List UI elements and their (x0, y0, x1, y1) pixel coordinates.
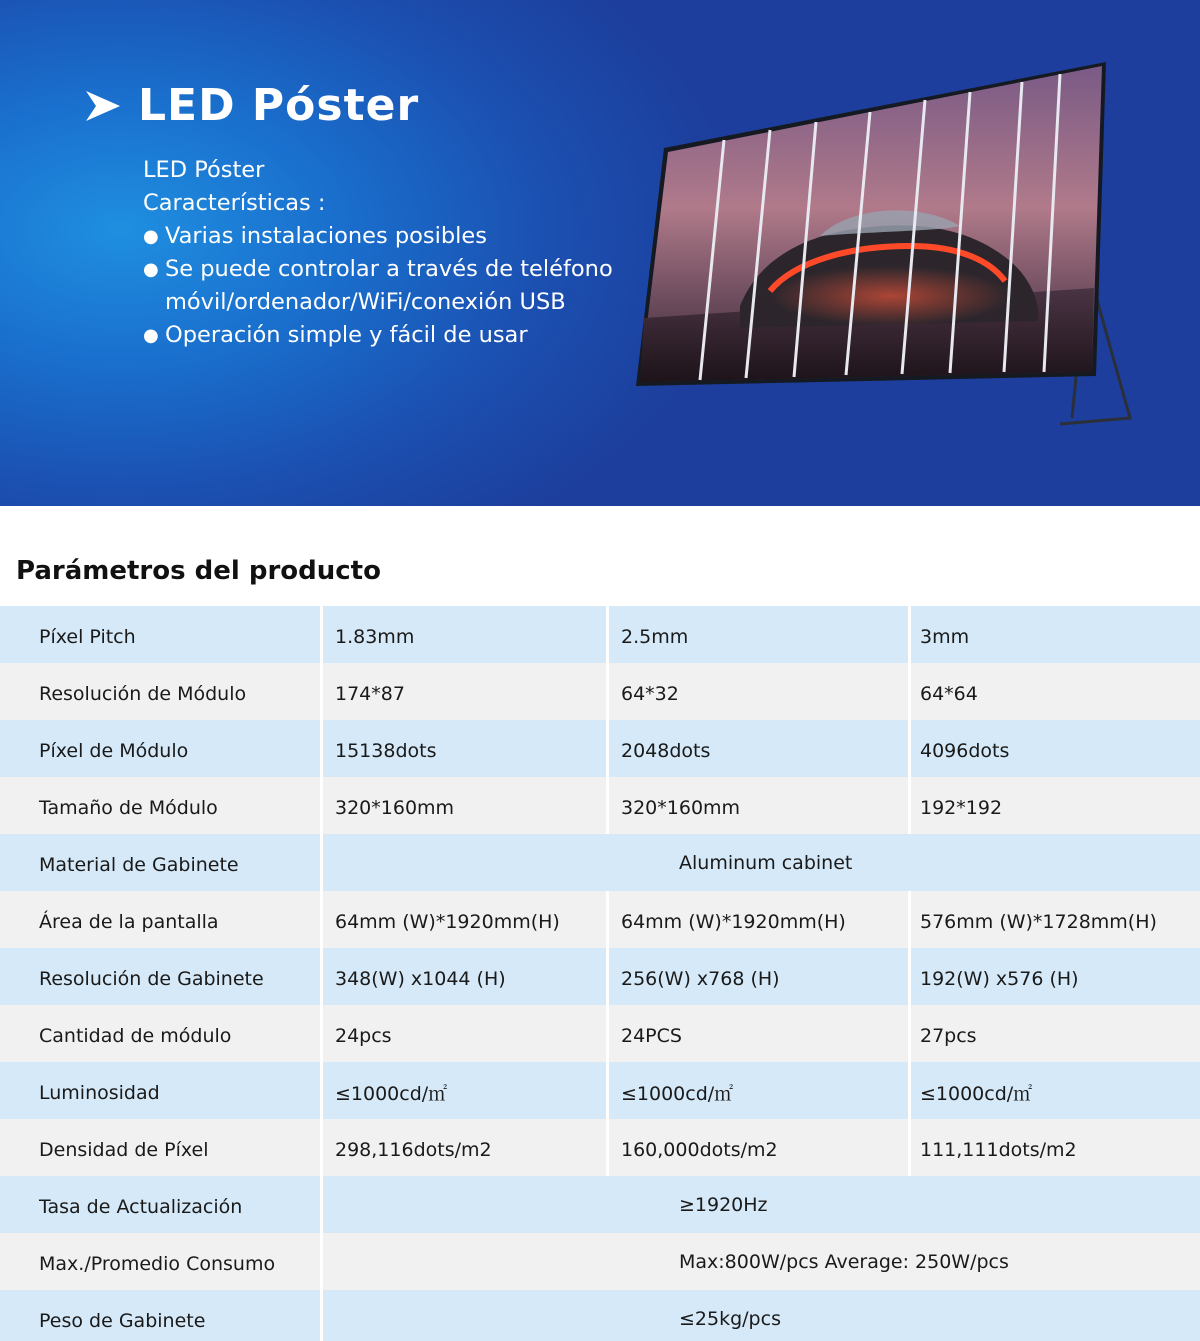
feature-text: Se puede controlar a través de teléfono (165, 256, 613, 282)
table-row (0, 1005, 1200, 1062)
param-value: 160,000dots/m2 (609, 1119, 911, 1176)
table-row (0, 1290, 1200, 1341)
param-value: 320*160mm (609, 777, 911, 834)
table-row (0, 1119, 1200, 1176)
bullet-icon: ● (143, 226, 159, 247)
param-value: ≤1000cd/㎡ (911, 1062, 1200, 1119)
param-value-merged: Max:800W/pcs Average: 250W/pcs (323, 1233, 1200, 1290)
arrow-right-icon (84, 89, 122, 123)
param-label: Resolución de Módulo (0, 663, 323, 720)
param-value: 64mm (W)*1920mm(H) (609, 891, 911, 948)
param-label: Peso de Gabinete (0, 1290, 323, 1341)
param-value: 576mm (W)*1728mm(H) (911, 891, 1200, 948)
feature-list (143, 154, 613, 352)
table-row (0, 891, 1200, 948)
bullet-icon: ● (143, 325, 159, 346)
param-value: 320*160mm (323, 777, 609, 834)
table-row (0, 834, 1200, 891)
param-value: 64*32 (609, 663, 911, 720)
feature-text: Varias instalaciones posibles (165, 223, 487, 249)
param-value: ≤1000cd/㎡ (323, 1062, 609, 1119)
param-value: 192*192 (911, 777, 1200, 834)
param-value: 174*87 (323, 663, 609, 720)
param-value-merged: ≥1920Hz (323, 1176, 1200, 1233)
param-value: 192(W) x576 (H) (911, 948, 1200, 1005)
param-label: Área de la pantalla (0, 891, 323, 948)
feature-text: Operación simple y fácil de usar (165, 322, 528, 348)
param-label: Cantidad de módulo (0, 1005, 323, 1062)
param-value: 3mm (911, 606, 1200, 663)
param-label: Tasa de Actualización (0, 1176, 323, 1233)
table-row (0, 777, 1200, 834)
bullet-icon: ● (143, 259, 159, 280)
param-value: 24pcs (323, 1005, 609, 1062)
table-row (0, 1176, 1200, 1233)
param-value: 27pcs (911, 1005, 1200, 1062)
param-value-merged: ≤25kg/pcs (323, 1290, 1200, 1341)
led-poster-product-image (620, 56, 1150, 446)
banner-title (84, 78, 419, 134)
feature-text-continuation: móvil/ordenador/WiFi/conexión USB (165, 289, 566, 315)
param-label: Max./Promedio Consumo (0, 1233, 323, 1290)
param-value: 2.5mm (609, 606, 911, 663)
param-value: 111,111dots/m2 (911, 1119, 1200, 1176)
param-label: Material de Gabinete (0, 834, 323, 891)
feature-item (143, 319, 613, 352)
param-label: Luminosidad (0, 1062, 323, 1119)
param-label: Resolución de Gabinete (0, 948, 323, 1005)
param-label: Píxel Pitch (0, 606, 323, 663)
param-value: 64*64 (911, 663, 1200, 720)
param-label: Píxel de Módulo (0, 720, 323, 777)
feature-item (143, 220, 613, 253)
banner-title-text: LED Póster (138, 80, 420, 131)
param-value: 2048dots (609, 720, 911, 777)
params-title: Parámetros del producto (16, 556, 381, 586)
param-value: 348(W) x1044 (H) (323, 948, 609, 1005)
param-value: 15138dots (323, 720, 609, 777)
param-value: 298,116dots/m2 (323, 1119, 609, 1176)
param-value-merged: Aluminum cabinet (323, 834, 1200, 891)
param-label: Tamaño de Módulo (0, 777, 323, 834)
table-row (0, 720, 1200, 777)
banner-subtitle: LED Póster (143, 157, 265, 183)
params-table (0, 606, 1200, 1341)
table-row (0, 1062, 1200, 1119)
param-value: 64mm (W)*1920mm(H) (323, 891, 609, 948)
param-value: 1.83mm (323, 606, 609, 663)
param-value: ≤1000cd/㎡ (609, 1062, 911, 1119)
table-row (0, 663, 1200, 720)
feature-item (143, 253, 613, 286)
product-banner (0, 0, 1200, 506)
param-value: 256(W) x768 (H) (609, 948, 911, 1005)
param-value: 24PCS (609, 1005, 911, 1062)
table-row (0, 606, 1200, 663)
param-label: Densidad de Píxel (0, 1119, 323, 1176)
table-row (0, 1233, 1200, 1290)
param-value: 4096dots (911, 720, 1200, 777)
table-row (0, 948, 1200, 1005)
features-heading: Características : (143, 190, 326, 216)
